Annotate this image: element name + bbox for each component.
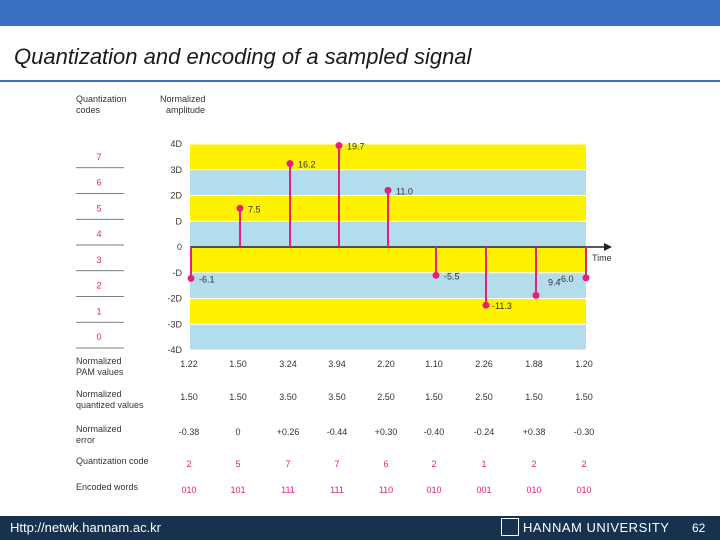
codes-header-line: Quantization bbox=[76, 94, 127, 104]
footer-university: HANNAM UNIVERSITY bbox=[523, 520, 670, 535]
sample-value-label: 9.4 bbox=[548, 277, 561, 288]
row-value: 2.50 bbox=[475, 392, 493, 402]
row-value: 7 bbox=[334, 459, 340, 469]
quantization-code-label: 5 bbox=[96, 203, 102, 214]
amplitude-header-line: Normalized bbox=[160, 94, 206, 104]
y-tick-label: -4D bbox=[167, 345, 182, 355]
y-tick-label: -2D bbox=[167, 293, 182, 304]
quantization-band bbox=[190, 324, 586, 350]
y-tick-label: 3D bbox=[170, 164, 182, 175]
row-value: 010 bbox=[426, 485, 442, 495]
sample-value-label: 7.5 bbox=[248, 204, 261, 215]
sample-point bbox=[433, 272, 440, 279]
row-value: 7 bbox=[285, 459, 291, 469]
row-value: 3.94 bbox=[328, 359, 346, 369]
row-value: 2.26 bbox=[475, 359, 493, 369]
row-label-line: Normalized bbox=[76, 424, 122, 434]
row-value: -0.44 bbox=[326, 427, 348, 437]
row-label-line: PAM values bbox=[76, 367, 124, 377]
row-value: 001 bbox=[476, 485, 492, 495]
row-value: -0.38 bbox=[178, 427, 200, 437]
row-label-line: error bbox=[76, 435, 96, 445]
quantization-band bbox=[190, 141, 586, 170]
y-tick-label: 4D bbox=[170, 139, 182, 149]
row-value: 1.88 bbox=[525, 359, 543, 369]
time-axis-arrow-icon bbox=[604, 243, 612, 251]
row-value: 2 bbox=[186, 459, 192, 469]
row-label-line: Encoded words bbox=[76, 482, 139, 492]
footer-url[interactable]: Http://netwk.hannam.ac.kr bbox=[10, 520, 162, 535]
row-label-line: quantized values bbox=[76, 400, 144, 410]
quantization-code-label: 2 bbox=[96, 280, 102, 291]
sample-value-label: 11.0 bbox=[396, 186, 413, 197]
row-value: 1.22 bbox=[180, 359, 198, 369]
row-value: 1.50 bbox=[425, 392, 443, 402]
row-value: -0.24 bbox=[473, 427, 495, 437]
row-label-line: Quantization code bbox=[76, 456, 149, 466]
row-value: 2.50 bbox=[377, 392, 395, 402]
row-value: 111 bbox=[281, 485, 295, 495]
row-value: +0.38 bbox=[522, 427, 546, 437]
row-value: 3.50 bbox=[279, 392, 297, 402]
sample-point bbox=[583, 274, 590, 281]
sample-point bbox=[336, 142, 343, 149]
row-value: 2 bbox=[531, 459, 537, 469]
row-value: -0.40 bbox=[423, 427, 445, 437]
quantization-code-label: 3 bbox=[96, 254, 102, 265]
sample-value-label: 16.2 bbox=[298, 159, 316, 170]
page-number: 62 bbox=[692, 521, 706, 535]
sample-value-label: -11.3 bbox=[492, 301, 512, 312]
row-value: 1 bbox=[481, 459, 487, 469]
sample-point bbox=[385, 187, 392, 194]
row-value: 1.50 bbox=[525, 392, 543, 402]
sample-value-label: -6.1 bbox=[199, 274, 215, 285]
sample-value-label: -5.5 bbox=[444, 271, 460, 282]
sample-point bbox=[483, 302, 490, 309]
row-value: 010 bbox=[181, 485, 197, 495]
y-tick-label: -D bbox=[172, 267, 182, 278]
quantization-code-label: 6 bbox=[96, 177, 102, 188]
row-value: 2.20 bbox=[377, 359, 395, 369]
row-value: 1.20 bbox=[575, 359, 593, 369]
sample-point bbox=[533, 292, 540, 299]
quantization-band bbox=[190, 247, 586, 273]
row-value: 0 bbox=[235, 427, 241, 437]
y-tick-label: D bbox=[175, 216, 182, 227]
row-value: 3.24 bbox=[279, 359, 297, 369]
sample-point bbox=[188, 275, 195, 282]
row-value: 1.50 bbox=[229, 359, 247, 369]
row-label-line: Normalized bbox=[76, 389, 122, 399]
slide-title: Quantization and encoding of a sampled signal bbox=[14, 44, 472, 69]
quantization-code-label: 0 bbox=[96, 332, 102, 343]
quantization-code-label: 7 bbox=[96, 151, 102, 162]
quantization-band bbox=[190, 273, 586, 299]
time-axis-label: Time bbox=[592, 253, 612, 263]
row-value: 111 bbox=[330, 485, 344, 495]
row-value: 6 bbox=[383, 459, 389, 469]
row-value: 5 bbox=[235, 459, 241, 469]
row-label-line: Normalized bbox=[76, 356, 122, 366]
university-logo-icon bbox=[501, 518, 519, 536]
amplitude-header-line: amplitude bbox=[166, 105, 206, 115]
y-tick-label: -3D bbox=[167, 319, 182, 330]
codes-header-line: codes bbox=[76, 105, 101, 115]
row-value: +0.30 bbox=[374, 427, 398, 437]
quantization-code-label: 1 bbox=[96, 306, 102, 317]
row-value: 3.50 bbox=[328, 392, 346, 402]
y-tick-label: 0 bbox=[176, 242, 182, 252]
sample-value-label: -6.0 bbox=[558, 273, 574, 284]
sample-value-label: 19.7 bbox=[347, 141, 365, 152]
row-value: +0.26 bbox=[276, 427, 300, 437]
y-tick-label: 2D bbox=[170, 190, 182, 201]
row-value: 1.50 bbox=[575, 392, 593, 402]
row-value: 1.50 bbox=[180, 392, 198, 402]
row-value: 101 bbox=[230, 485, 246, 495]
row-value: 010 bbox=[526, 485, 542, 495]
row-value: 2 bbox=[431, 459, 437, 469]
row-value: 010 bbox=[576, 485, 592, 495]
quantization-band bbox=[190, 299, 586, 325]
quantization-code-label: 4 bbox=[96, 229, 102, 240]
row-value: 1.10 bbox=[425, 359, 443, 369]
row-value: 2 bbox=[581, 459, 587, 469]
row-value: 1.50 bbox=[229, 392, 247, 402]
sample-point bbox=[287, 160, 294, 167]
footer-bar bbox=[0, 516, 720, 540]
row-value: -0.30 bbox=[573, 427, 595, 437]
sample-point bbox=[237, 205, 244, 212]
row-value: 110 bbox=[378, 485, 394, 495]
